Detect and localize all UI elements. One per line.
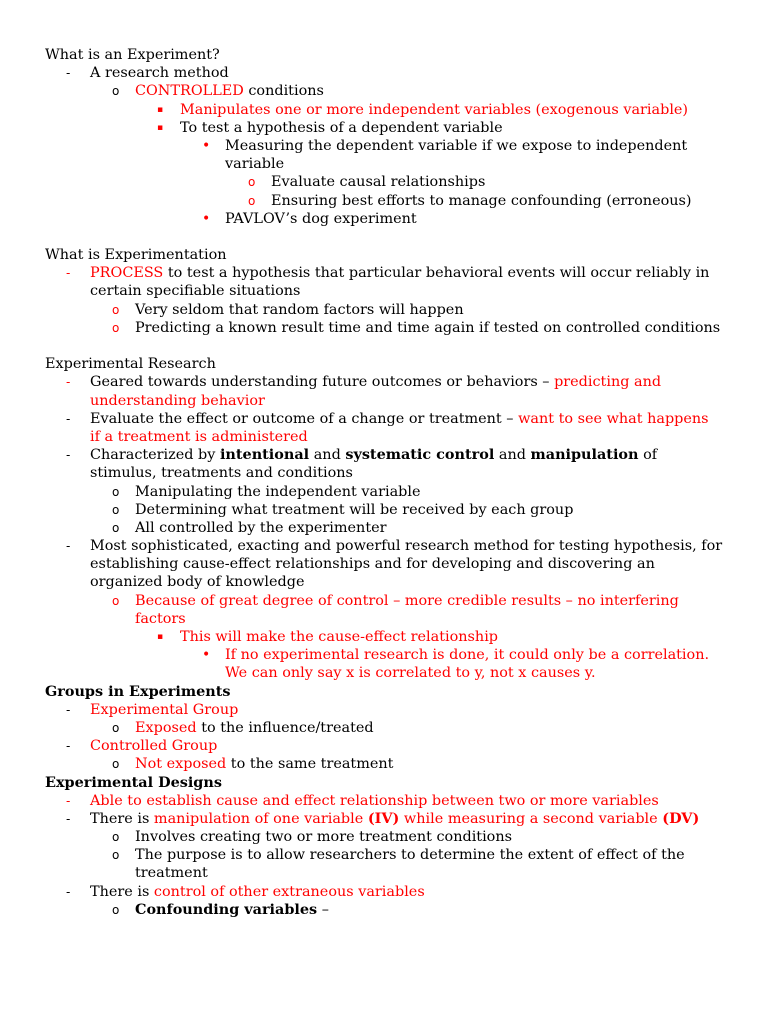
circle-bullet-icon: o — [112, 484, 120, 499]
list-item — [45, 828, 745, 846]
circle-bullet-icon: o — [112, 320, 120, 335]
list-item — [45, 792, 745, 810]
text-run: factors — [135, 610, 186, 627]
line-text — [225, 155, 284, 173]
line-text — [45, 683, 230, 701]
blank-line — [45, 228, 745, 246]
text-run: if a treatment is administered — [90, 428, 308, 445]
list-item — [45, 883, 745, 901]
circle-bullet-icon: o — [112, 848, 120, 863]
list-item — [45, 501, 745, 519]
text-run: Not exposed — [135, 756, 227, 773]
circle-bullet-icon: o — [112, 84, 120, 99]
line-text — [90, 392, 265, 410]
list-item — [45, 119, 745, 137]
line-text — [45, 355, 216, 373]
text-run: Measuring the dependent variable if we expose to independent — [225, 137, 688, 154]
text-run: manipulation of one variable — [153, 810, 368, 827]
line-text — [180, 628, 498, 646]
dot-bullet-icon: • — [202, 210, 211, 227]
list-item-continuation — [45, 610, 745, 628]
text-run: to the influence/treated — [196, 719, 374, 736]
text-run: understanding behavior — [90, 392, 265, 409]
section-heading — [45, 683, 745, 701]
dash-bullet-icon: - — [66, 539, 71, 554]
line-text — [90, 446, 657, 464]
line-text — [135, 519, 387, 537]
text-run: PAVLOV’s dog experiment — [225, 210, 417, 227]
list-item-continuation — [45, 392, 745, 410]
text-run: Predicting a known result time and time again if tested on controlled conditions — [135, 319, 721, 336]
line-text — [135, 483, 420, 501]
circle-bullet-icon: o — [248, 193, 256, 208]
line-text — [90, 810, 699, 828]
dash-bullet-icon: - — [66, 793, 71, 808]
line-text — [45, 774, 222, 792]
line-text — [135, 901, 329, 919]
circle-bullet-icon: o — [112, 520, 120, 535]
text-run: Determining what treatment will be received by each group — [135, 501, 574, 518]
list-item — [45, 101, 745, 119]
list-item — [45, 373, 745, 391]
list-item — [45, 64, 745, 82]
text-run: There is — [90, 810, 154, 827]
text-run: Experimental Research — [45, 356, 216, 373]
circle-bullet-icon: o — [112, 720, 120, 735]
line-text — [180, 119, 503, 137]
text-run: Experimental Group — [90, 701, 239, 718]
list-item — [45, 646, 745, 664]
list-item — [45, 628, 745, 646]
text-run: want to see what happens — [518, 410, 709, 427]
text-run: manipulation — [530, 446, 639, 464]
section-heading — [45, 355, 745, 373]
square-bullet-icon: ▪ — [157, 104, 164, 115]
line-text — [135, 610, 186, 628]
text-run: Ensuring best efforts to manage confounding (erroneous) — [271, 192, 692, 209]
dash-bullet-icon: - — [66, 811, 71, 826]
line-text — [135, 828, 512, 846]
dash-bullet-icon: - — [66, 702, 71, 717]
list-item — [45, 537, 745, 555]
text-run: Confounding variables — [135, 900, 318, 918]
line-text — [45, 46, 220, 64]
text-run: Experimental Designs — [45, 773, 222, 791]
text-run: PROCESS — [90, 265, 164, 282]
text-run: (DV) — [662, 809, 700, 827]
text-run: Manipulating the independent variable — [135, 483, 421, 500]
dot-bullet-icon: • — [202, 137, 211, 154]
dash-bullet-icon: - — [66, 266, 71, 281]
square-bullet-icon: ▪ — [157, 632, 164, 642]
list-item-continuation — [45, 664, 745, 682]
text-run: Involves creating two or more treatment conditions — [135, 829, 513, 846]
text-run: To test a hypothesis of a dependent variable — [180, 119, 503, 136]
text-run: What is Experimentation — [45, 247, 227, 264]
text-run: (IV) — [367, 809, 400, 827]
circle-bullet-icon: o — [112, 593, 120, 608]
list-item — [45, 846, 745, 864]
dot-bullet-icon: • — [202, 647, 211, 664]
list-item — [45, 701, 745, 719]
dash-bullet-icon: - — [66, 448, 71, 463]
list-item — [45, 519, 745, 537]
text-run: and — [494, 447, 531, 464]
text-run: Controlled Group — [90, 738, 218, 755]
circle-bullet-icon: o — [248, 175, 256, 190]
line-text — [90, 883, 425, 901]
line-text — [90, 428, 308, 446]
list-item-continuation — [45, 555, 745, 573]
list-item — [45, 137, 745, 155]
section-heading — [45, 774, 745, 792]
list-item — [45, 810, 745, 828]
text-run: variable — [225, 156, 285, 173]
text-run: Groups in Experiments — [45, 682, 231, 700]
dash-bullet-icon: - — [66, 66, 71, 81]
blank-line — [45, 337, 745, 355]
circle-bullet-icon: o — [112, 302, 120, 317]
list-item — [45, 173, 745, 191]
square-bullet-icon: ▪ — [157, 122, 164, 133]
line-text — [90, 373, 661, 391]
line-text — [225, 137, 687, 155]
line-text — [90, 573, 304, 591]
line-text — [225, 646, 709, 664]
line-text — [135, 719, 374, 737]
text-run: There is — [90, 883, 154, 900]
line-text — [225, 210, 417, 228]
line-text — [271, 192, 692, 210]
list-item — [45, 301, 745, 319]
circle-bullet-icon: o — [112, 757, 120, 772]
line-text — [271, 173, 485, 191]
text-run: The purpose is to allow researchers to determine the extent of effect of the — [135, 847, 685, 864]
text-run: while measuring a second variable — [399, 810, 663, 827]
line-text — [90, 64, 229, 82]
line-text — [90, 264, 709, 282]
section-heading — [45, 46, 745, 64]
list-item — [45, 319, 745, 337]
list-item-continuation — [45, 428, 745, 446]
line-text — [90, 464, 353, 482]
text-run: Characterized by — [90, 447, 220, 464]
line-text — [135, 846, 685, 864]
text-run: Most sophisticated, exacting and powerful research method for testing hypothesis, for — [90, 538, 723, 555]
list-item-continuation — [45, 464, 745, 482]
text-run: Manipulates one or more independent variables (exogenous variable) — [180, 101, 689, 118]
dash-bullet-icon: - — [66, 739, 71, 754]
text-run: A research method — [90, 65, 229, 82]
circle-bullet-icon: o — [112, 502, 120, 517]
list-item — [45, 446, 745, 464]
line-text — [135, 301, 464, 319]
text-run: treatment — [135, 865, 208, 882]
text-run: This will make the cause-effect relationship — [180, 629, 499, 645]
text-run: organized body of knowledge — [90, 574, 305, 591]
line-text — [90, 701, 238, 719]
text-run: Geared towards understanding future outcomes or behaviors – — [90, 374, 555, 391]
list-item — [45, 719, 745, 737]
line-text — [135, 592, 679, 610]
list-item — [45, 192, 745, 210]
list-item-continuation — [45, 282, 745, 300]
text-run: Exposed — [135, 719, 197, 736]
list-item — [45, 737, 745, 755]
section-heading — [45, 246, 745, 264]
document-page — [45, 46, 745, 919]
list-item — [45, 592, 745, 610]
line-text — [135, 864, 208, 882]
text-run: What is an Experiment? — [45, 47, 220, 63]
list-item — [45, 210, 745, 228]
text-run: certain specifiable situations — [90, 283, 301, 300]
line-text — [45, 246, 227, 264]
dash-bullet-icon: - — [66, 411, 71, 426]
text-run: control of other extraneous variables — [153, 883, 425, 900]
dash-bullet-icon: - — [66, 884, 71, 899]
list-item — [45, 410, 745, 428]
line-text — [135, 319, 720, 337]
circle-bullet-icon: o — [112, 830, 120, 845]
text-run: Evaluate causal relationships — [271, 174, 486, 191]
list-item-continuation — [45, 155, 745, 173]
list-item-continuation — [45, 864, 745, 882]
text-run: predicting and — [554, 374, 662, 391]
text-run: to test a hypothesis that particular behavioral events will occur reliably in — [163, 265, 710, 282]
line-text — [90, 792, 659, 810]
line-text — [225, 664, 596, 682]
text-run: of — [638, 447, 658, 464]
line-text — [90, 555, 655, 573]
text-run: intentional — [219, 446, 310, 464]
line-text — [135, 501, 573, 519]
text-run: Because of great degree of control – more credible results – no interfering — [135, 592, 679, 609]
line-text — [135, 755, 393, 773]
line-text — [135, 82, 324, 100]
list-item — [45, 755, 745, 773]
text-run: to the same treatment — [226, 756, 394, 773]
list-item — [45, 901, 745, 919]
list-item — [45, 82, 745, 100]
text-run: systematic control — [345, 446, 495, 464]
text-run: We can only say x is correlated to y, not x causes y. — [225, 665, 596, 682]
text-run: CONTROLLED — [135, 83, 244, 100]
dash-bullet-icon: - — [66, 375, 71, 390]
text-run: – — [317, 901, 329, 918]
circle-bullet-icon: o — [112, 902, 120, 917]
line-text — [90, 410, 709, 428]
list-item — [45, 483, 745, 501]
text-run: Very seldom that random factors will happen — [135, 301, 464, 318]
text-run: stimulus, treatments and conditions — [90, 465, 353, 482]
text-run: Able to establish cause and effect relationship between two or more variables — [90, 792, 659, 809]
text-run: establishing cause-effect relationships and for developing and discovering an — [90, 556, 655, 573]
line-text — [90, 282, 300, 300]
text-run: If no experimental research is done, it could only be a correlation. — [225, 647, 710, 664]
text-run: All controlled by the experimenter — [135, 519, 387, 536]
list-item-continuation — [45, 573, 745, 591]
list-item — [45, 264, 745, 282]
text-run: and — [309, 447, 346, 464]
text-run: conditions — [243, 83, 324, 100]
line-text — [90, 737, 217, 755]
line-text — [180, 101, 688, 119]
text-run: Evaluate the effect or outcome of a change or treatment – — [90, 410, 519, 427]
line-text — [90, 537, 722, 555]
